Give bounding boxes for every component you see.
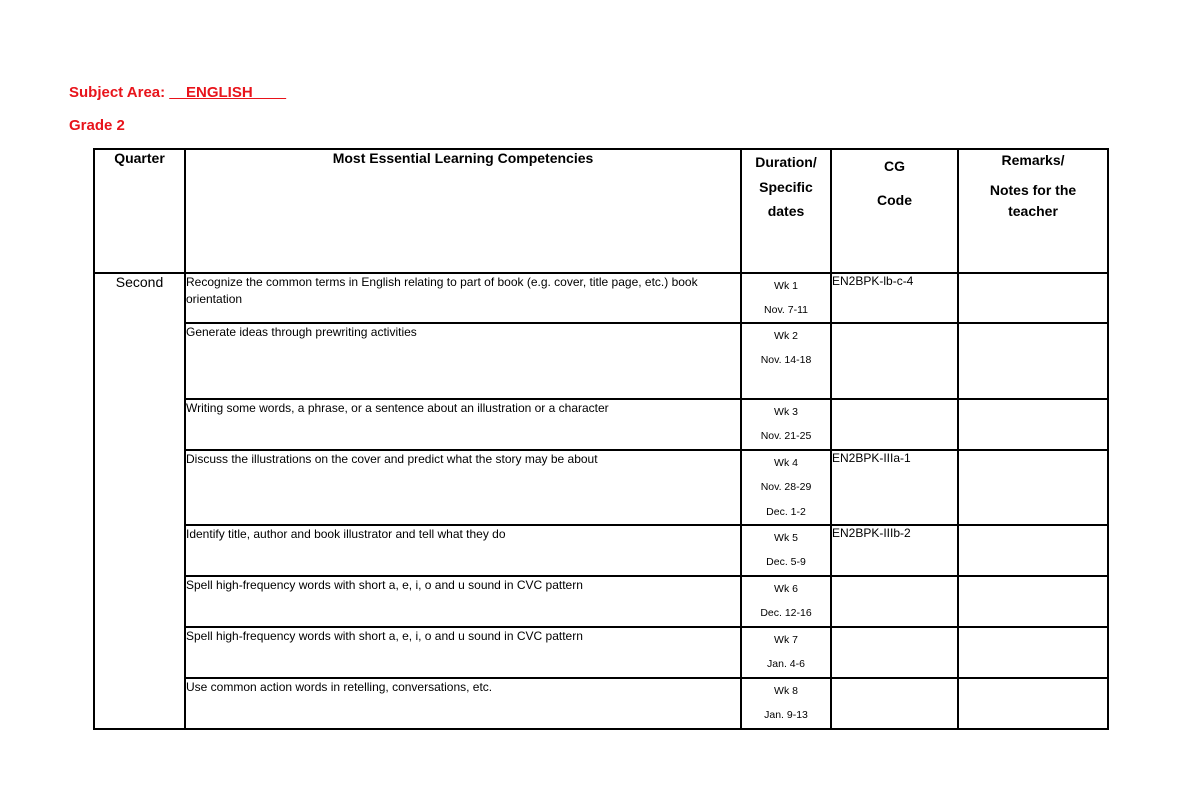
remarks-cell — [958, 273, 1108, 323]
competency-cell: Recognize the common terms in English relating to part of book (e.g. cover, title page, etc.) book orientation — [185, 273, 741, 323]
competency-cell: Spell high-frequency words with short a, e, i, o and u sound in CVC pattern — [185, 627, 741, 678]
week-label: Wk 1 — [774, 280, 798, 292]
remarks-cell — [958, 576, 1108, 626]
date-range: Dec. 12-16 — [760, 607, 812, 620]
duration-cell — [741, 323, 831, 399]
duration-cell — [741, 450, 831, 525]
table-header-row — [94, 149, 1108, 273]
cg-code-cell — [831, 627, 958, 678]
week-label: Wk 3 — [774, 406, 798, 419]
header-duration-line1: Duration/ — [755, 154, 817, 170]
cg-code-cell — [831, 576, 958, 626]
header-remarks — [958, 149, 1108, 273]
header-remarks-line1: Remarks/ — [1001, 152, 1065, 168]
competency-cell: Writing some words, a phrase, or a sentence about an illustration or a character — [185, 399, 741, 450]
remarks-cell — [958, 450, 1108, 525]
cg-code-cell: EN2BPK-lb-c-4 — [831, 273, 958, 323]
competency-cell: Generate ideas through prewriting activities — [185, 323, 741, 399]
header-cg-line2: Code — [877, 191, 912, 208]
date-range: Nov. 21-25 — [760, 430, 812, 443]
header-competencies: Most Essential Learning Competencies — [185, 149, 741, 273]
table-row — [94, 323, 1108, 399]
date-range: Nov. 7-11 — [764, 304, 808, 317]
header-duration-line3: dates — [767, 203, 805, 219]
remarks-cell — [958, 525, 1108, 576]
duration-cell — [741, 525, 831, 576]
learning-competencies-table — [93, 148, 1109, 730]
date-range: Nov. 28-29 — [760, 481, 812, 494]
table-row — [94, 450, 1108, 525]
date-range: Jan. 9-13 — [764, 708, 808, 721]
duration-cell — [741, 399, 831, 450]
cg-code-cell: EN2BPK-IIIa-1 — [831, 450, 958, 525]
date-range: Dec. 5-9 — [766, 556, 806, 569]
duration-cell — [741, 273, 831, 323]
cg-code-cell: EN2BPK-IIIb-2 — [831, 525, 958, 576]
table-row — [94, 399, 1108, 450]
header-cg-line1: CG — [884, 158, 905, 174]
cg-code-cell — [831, 678, 958, 729]
grade-label: Grade 2 — [69, 117, 125, 134]
header-remarks-line3: teacher — [1008, 203, 1058, 220]
week-label: Wk 6 — [774, 583, 798, 596]
week-label: Wk 4 — [774, 457, 798, 470]
header-duration-line2: Specific — [759, 178, 813, 195]
header-cg-code — [831, 149, 958, 273]
date-range: Nov. 14-18 — [760, 354, 812, 367]
header-quarter: Quarter — [94, 149, 185, 273]
week-label: Wk 2 — [774, 330, 798, 343]
header-duration — [741, 149, 831, 273]
duration-cell — [741, 576, 831, 626]
competency-cell: Spell high-frequency words with short a, e, i, o and u sound in CVC pattern — [185, 576, 741, 626]
week-label: Wk 8 — [774, 684, 798, 697]
remarks-cell — [958, 627, 1108, 678]
duration-cell — [741, 627, 831, 678]
date-range: Jan. 4-6 — [767, 657, 805, 670]
table-row — [94, 627, 1108, 678]
competency-cell: Discuss the illustrations on the cover and predict what the story may be about — [185, 450, 741, 525]
week-label: Wk 7 — [774, 633, 798, 646]
cg-code-cell — [831, 323, 958, 399]
header-remarks-line2: Notes for the — [989, 181, 1077, 198]
table-row — [94, 678, 1108, 729]
quarter-cell: Second — [94, 273, 185, 729]
week-label: Wk 5 — [774, 532, 798, 545]
date-range: Dec. 1-2 — [766, 505, 806, 518]
table-row — [94, 273, 1108, 323]
table-row — [94, 576, 1108, 626]
cg-code-cell — [831, 399, 958, 450]
duration-cell — [741, 678, 831, 729]
remarks-cell — [958, 323, 1108, 399]
competency-cell: Identify title, author and book illustrator and tell what they do — [185, 525, 741, 576]
competency-cell: Use common action words in retelling, conversations, etc. — [185, 678, 741, 729]
subject-area — [69, 84, 286, 101]
table-row — [94, 525, 1108, 576]
remarks-cell — [958, 678, 1108, 729]
remarks-cell — [958, 399, 1108, 450]
subject-area-value: __ENGLISH____ — [169, 84, 287, 101]
subject-area-label: Subject Area: — [69, 84, 170, 101]
